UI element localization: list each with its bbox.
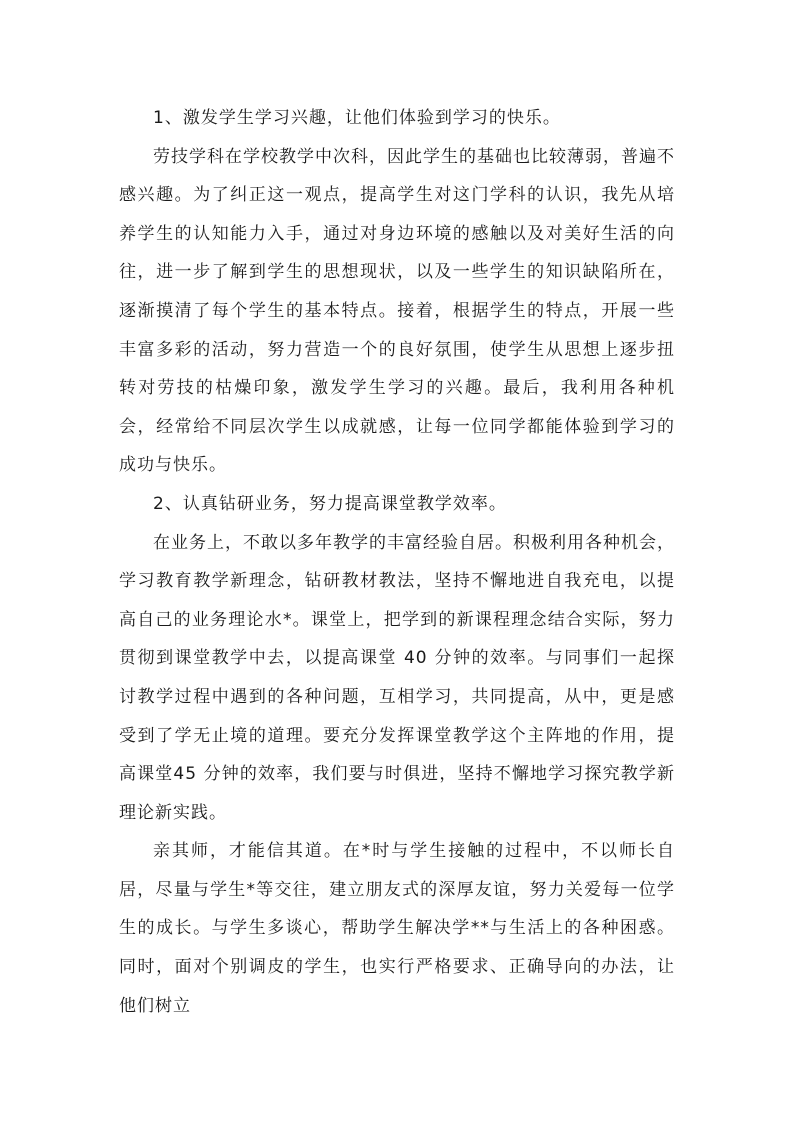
paragraph-body-2: 在业务上，不敢以多年教学的丰富经验自居。积极利用各种机会，学习教育教学新理念，钻研教材教法，坚持不懈地进自我充电，以提高自己的业务理论水*。课堂上，把学到的新课程理念结合实际，努力贯彻到课堂教学中去，以提高课堂 40 分钟的效率。与同事们一起探讨教学过程中遇到的各种问题，互相学习，共同提高，从中，更是感受到了学无止境的道理。要充分发挥课堂教学这个主阵地的作用，提高课堂45 分钟的效率，我们要与时俱进，坚持不懈地学习探究教学新理论新实践。 (119, 532, 675, 823)
paragraph-body-1: 劳技学科在学校教学中次科，因此学生的基础也比较薄弱，普遍不感兴趣。为了纠正这一观点，提高学生对这门学科的认识，我先从培养学生的认知能力入手，通过对身边环境的感触以及对美好生活的向往，进一步了解到学生的思想现状，以及一些学生的知识缺陷所在，逐渐摸清了每个学生的基本特点。接着，根据学生的特点，开展一些丰富多彩的活动，努力营造一个的良好氛围，使学生从思想上逐步扭转对劳技的枯燥印象，激发学生学习的兴趣。最后，我利用各种机会，经常给不同层次学生以成就感，让每一位同学都能体验到学习的成功与快乐。 (119, 146, 675, 476)
document-body (119, 99, 675, 1025)
paragraph-heading-2: 2、认真钻研业务，努力提高课堂教学效率。 (153, 493, 507, 514)
paragraph-body-3: 亲其师，才能信其道。在*时与学生接触的过程中，不以师长自居，尽量与学生*等交往，建立朋友式的深厚友谊，努力关爱每一位学生的成长。与学生多谈心，帮助学生解决学**与生活上的各种困惑。同时，面对个别调皮的学生，也实行严格要求、正确导向的办法，让他们树立 (119, 841, 675, 1016)
paragraph-heading-1: 1、激发学生学习兴趣，让他们体验到学习的快乐。 (153, 108, 561, 128)
